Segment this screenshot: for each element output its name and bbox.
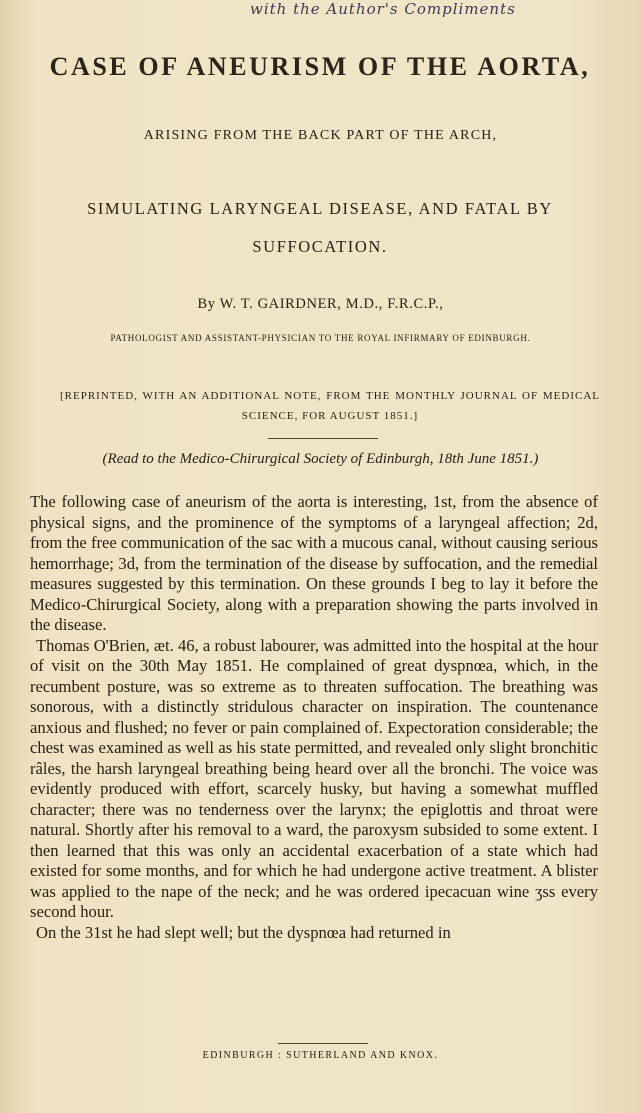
paragraph-3: On the 31st he had slept well; but the dyspnœa had returned in: [36, 922, 451, 942]
subtitle-arising: ARISING FROM THE BACK PART OF THE ARCH,: [143, 128, 498, 143]
subtitle-simulating: SIMULATING LARYNGEAL DISEASE, AND FATAL BY SUFFOCATION.: [87, 199, 553, 256]
author-position: PATHOLOGIST AND ASSISTANT-PHYSICIAN TO THE ROYAL INFIRMARY OF EDINBURGH.: [110, 333, 531, 343]
reprint-note: [REPRINTED, WITH AN ADDITIONAL NOTE, FROM THE MONTHLY JOURNAL OF MEDICAL SCIENCE, FOR AUGUST 1851.]: [60, 390, 600, 422]
publisher-footer: EDINBURGH : SUTHERLAND AND KNOX.: [202, 1050, 439, 1061]
body-text: [30, 492, 598, 943]
handwritten-inscription: with the Author's Compliments: [250, 0, 516, 18]
paragraph-1: The following case of aneurism of the aorta is interesting, 1st, from the absence of physical signs, and the prominence of the symptoms of a laryngeal affection; 2d, from the free communication of the sac with a mucous canal, without causing serious hemorrhage; 3d, from the termination of the disease by suffocation, and the remedial measures suggested by this termination. On these grounds I beg to lay it before the Medico-Chirurgical Society, along with a preparation showing the parts involved in the disease.: [30, 492, 598, 634]
paragraph-2: Thomas O'Brien, æt. 46, a robust labourer, was admitted into the hospital at the hour of visit on the 30th May 1851. He complained of great dyspnœa, which, in the recumbent posture, was so extreme as to threaten suffocation. The breathing was sonorous, with a distinctly stridulous character on inspiration. The countenance anxious and flushed; no fever or pain complained of. Expectoration considerable; the chest was examined as well as his state permitted, and revealed only slight bronchitic râles, the harsh laryngeal breathing being heard over all the bronchi. The voice was evidently produced with effort, scarcely husky, but having a somewhat muffled character; there was no tenderness over the larynx; the epiglottis and throat were natural. Shortly after his removal to a ward, the paroxysm subsided to some extent. I then learned that this was only an accidental exacerbation of a state which had existed for some months, and for which he had undergone active treatment. A blister was applied to the nape of the neck; and he was ordered ipecacuan wine ʒss every second hour.: [30, 635, 598, 921]
author-line: By W. T. GAIRDNER, M.D., F.R.C.P.,: [197, 296, 444, 312]
footer-rule: [278, 1043, 368, 1044]
divider-rule: [268, 438, 378, 439]
read-note: (Read to the Medico-Chirurgical Society of Edinburgh, 18th June 1851.): [102, 451, 539, 467]
document-title: CASE OF ANEURISM OF THE AORTA,: [49, 52, 591, 81]
